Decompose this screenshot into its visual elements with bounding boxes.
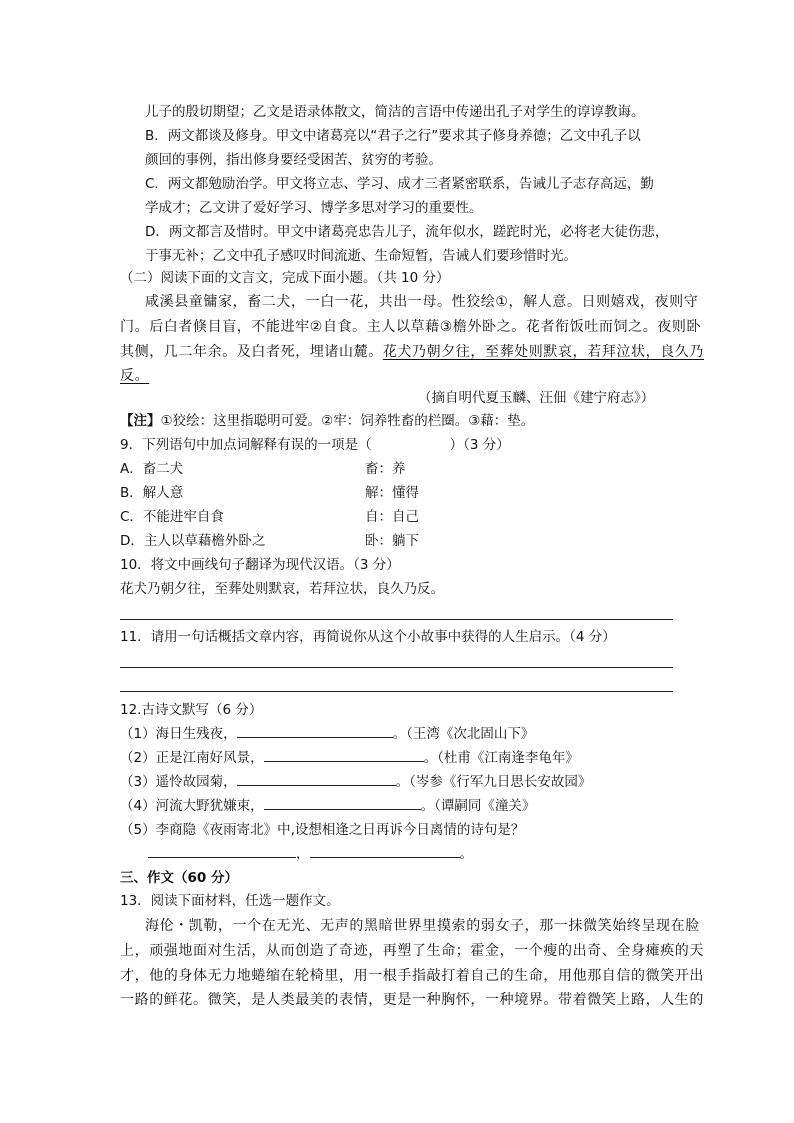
option-c-gloss: 自：自己 (365, 509, 419, 525)
recitation-item (120, 795, 535, 817)
essay-material-line: 才，他的身体无力地蜷缩在轮椅里，用一根手指敲打着自己的生命，用他那自信的微笑开出 (120, 968, 704, 984)
underlined-sentence: 花犬乃朝夕往，至葬处则默哀，若拜泣状，良久乃 (382, 344, 705, 360)
fill-blank[interactable] (237, 723, 393, 738)
option-b-line1: B．两文都谈及修身。甲文中诸葛亮以“君子之行”要求其子修身养德；乙文中孔子以 (145, 128, 641, 144)
answer-line[interactable] (120, 691, 673, 692)
fill-blank[interactable] (148, 843, 296, 858)
passage-line (120, 340, 704, 364)
underlined-sentence-end: 反。 (120, 368, 150, 384)
option-c-line2: 学成才；乙文讲了爱好学习、博学多思对学习的重要性。 (145, 200, 483, 216)
passage-line: 门。后白者倏目盲，不能进牢②自食。主人以草藉③檐外卧之。花者衔饭吐而饲之。夜则卧 (120, 319, 702, 335)
blank-end: 。 (459, 846, 473, 862)
section-heading: （二）阅读下面的文言文，完成下面小题。（共 10 分） (120, 270, 450, 286)
item-prompt: （4）河流大野犹嫌束， (120, 798, 264, 814)
item-source: 。（岑参《行军九日思长安故园》 (395, 774, 592, 790)
option-a: A．畜二犬 (120, 461, 184, 477)
recitation-item-5: （5）李商隐《夜雨寄北》中,设想相逢之日再诉今日离情的诗句是？ (120, 822, 525, 838)
item-source: 。（谭嗣同《潼关》 (420, 798, 536, 814)
option-b: B．解人意 (120, 485, 184, 501)
note-text: ①狡绘：这里指聪明可爱。②牢：饲养牲畜的栏圈。③藉：垫。 (160, 413, 535, 429)
question-10-stem: 10．将文中画线句子翻译为现代汉语。（3 分） (120, 557, 400, 573)
question-10-sentence: 花犬乃朝夕往，至葬处则默哀，若拜泣状，良久乃反。 (120, 581, 444, 597)
option-a-gloss: 畜：养 (365, 461, 406, 477)
fill-blank[interactable] (264, 747, 424, 762)
item-prompt: （3）遥怜故园菊， (120, 774, 237, 790)
recitation-item (120, 723, 534, 745)
note-label: 【注】 (120, 413, 161, 429)
fill-blank[interactable] (237, 771, 396, 786)
recitation-item (120, 747, 579, 769)
option-a-continued: 儿子的殷切期望；乙文是语录体散文，简洁的言语中传递出孔子对学生的谆谆教诲。 (145, 104, 645, 120)
blank-separator: ， (296, 846, 310, 862)
question-12-stem: 12.古诗文默写（6 分） (120, 702, 263, 718)
essay-material-line: 一路的鲜花。微笑，是人类最美的表情，更是一种胸怀，一种境界。带着微笑上路，人生的 (120, 992, 704, 1008)
fill-blank[interactable] (264, 795, 421, 810)
recitation-item-5-answer (148, 843, 473, 865)
answer-line[interactable] (120, 667, 673, 668)
recitation-item (120, 771, 591, 793)
answer-line[interactable] (120, 619, 673, 620)
passage-source: （摘自明代夏玉麟、汪佃《建宁府志》） (418, 390, 655, 406)
option-d: D．主人以草藉檐外卧之 (120, 533, 266, 549)
option-d-line2: 于事无补；乙文中孔子感叹时间流逝、生命短暂，告诫人们要珍惜时光。 (145, 248, 577, 264)
option-c-line1: C．两文都勉励治学。甲文将立志、学习、成才三者紧密联系，告诫儿子志存高远，勤 (145, 176, 654, 192)
option-b-line2: 颜回的事例，指出修身要经受困苦、贫穷的考验。 (145, 152, 442, 168)
q9-stem-text: 9．下列语句中加点词解释有误的一项是（ (120, 437, 372, 453)
fill-blank[interactable] (310, 843, 460, 858)
question-9-stem (120, 434, 510, 456)
section-heading: 三、作文（60 分） (120, 870, 238, 886)
question-11-stem: 11．请用一句话概括文章内容，再简说你从这个小故事中获得的人生启示。（4 分） (120, 629, 616, 645)
item-prompt: （2）正是江南好风景， (120, 750, 264, 766)
item-source: 。（王湾《次北固山下》 (392, 726, 535, 742)
passage-text: 其侧，几二年余。及白者死，埋诸山麓。 (120, 344, 383, 360)
passage-line: 咸溪县童镛家，畜二犬，一白一花，共出一母。性狡绘①，解人意。日则嬉戏，夜则守 (145, 294, 699, 310)
item-prompt: （1）海日生残夜， (120, 726, 237, 742)
q9-stem-end: ）（3 分） (449, 437, 510, 453)
option-d-line1: D．两文都言及惜时。甲文中诸葛亮忠告儿子，流年似水，蹉跎时光，必将老大徒伤悲， (145, 224, 669, 240)
option-c: C．不能进牢自食 (120, 509, 224, 525)
question-13-stem: 13．阅读下面材料，任选一题作文。 (120, 893, 340, 909)
item-source: 。（杜甫《江南逢李龟年》 (423, 750, 579, 766)
essay-material-line: 上，顽强地面对生活，从而创造了奇迹，再塑了生命；霍金，一个瘦的出奇、全身瘫痪的天 (120, 943, 704, 959)
passage-line (120, 364, 149, 388)
essay-material-line: 海伦・凯勒，一个在无光、无声的黑暗世界里摸索的弱女子，那一抹微笑始终呈现在脸 (145, 918, 700, 934)
option-d-gloss: 卧：躺下 (365, 533, 419, 549)
option-b-gloss: 解：懂得 (365, 485, 419, 501)
annotation-note (120, 410, 534, 432)
